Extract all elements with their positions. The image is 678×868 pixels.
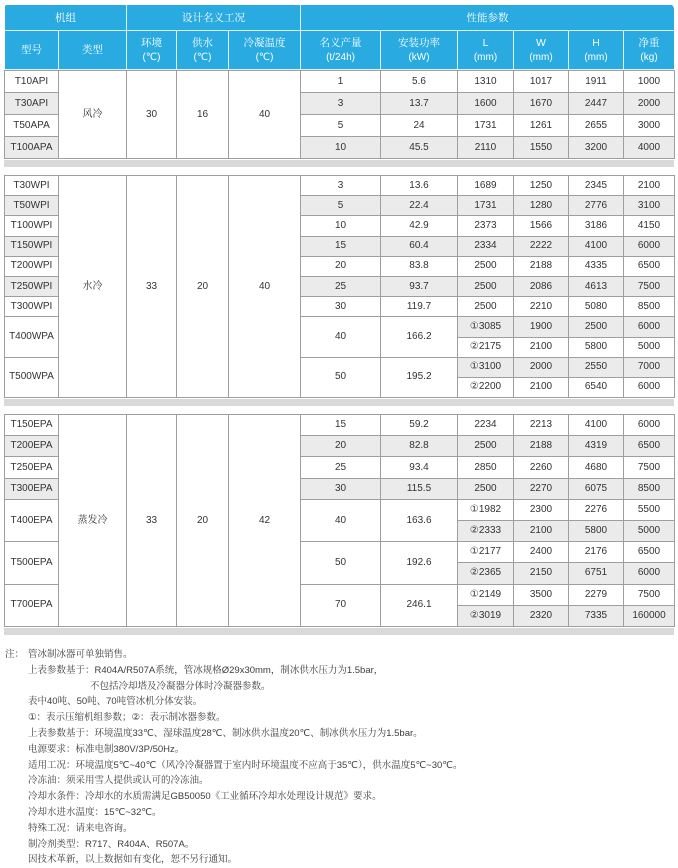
capacity-cell: 1 xyxy=(301,71,381,93)
power-cell: 60.4 xyxy=(381,236,458,256)
length-cell: ②2333 xyxy=(458,521,514,542)
spec-table-header xyxy=(4,4,674,70)
model-cell: T300EPA xyxy=(5,478,59,499)
block-water-cooled xyxy=(4,175,675,398)
col-condensing-label: 冷凝温度 xyxy=(243,36,286,49)
length-cell: 1731 xyxy=(458,196,514,216)
table-row xyxy=(5,415,675,436)
ambient-temp-cell: 33 xyxy=(127,176,177,398)
width-cell: 1017 xyxy=(514,71,569,93)
length-cell: 2373 xyxy=(458,216,514,236)
model-cell: T50APA xyxy=(5,115,59,137)
weight-cell: 6000 xyxy=(624,415,675,436)
length-cell: 2500 xyxy=(458,436,514,457)
capacity-cell: 5 xyxy=(301,196,381,216)
supply-water-temp-cell: 20 xyxy=(177,176,229,398)
height-cell: 2176 xyxy=(569,542,624,563)
height-cell: 2500 xyxy=(569,317,624,337)
col-supply-label: 供水 xyxy=(192,36,213,49)
height-cell: 6075 xyxy=(569,478,624,499)
col-capacity-label: 名义产量 xyxy=(319,36,362,49)
model-cell: T300WPI xyxy=(5,297,59,317)
width-cell: 2100 xyxy=(514,521,569,542)
weight-cell: 6000 xyxy=(624,377,675,397)
power-cell: 13.6 xyxy=(381,176,458,196)
capacity-cell: 10 xyxy=(301,216,381,236)
note-line: ①：表示压缩机组参数；②：表示制冰器参数。 xyxy=(28,712,226,724)
capacity-cell: 10 xyxy=(301,137,381,159)
power-cell: 246.1 xyxy=(381,584,458,626)
group-unit-header: 机组 xyxy=(5,5,127,31)
col-height-label: H xyxy=(592,36,600,49)
width-cell: 2270 xyxy=(514,478,569,499)
height-cell: 2776 xyxy=(569,196,624,216)
model-cell: T200WPI xyxy=(5,256,59,276)
width-cell: 1670 xyxy=(514,93,569,115)
col-model-header xyxy=(5,31,59,70)
note-line: 电源要求：标准电制380V/3P/50Hz。 xyxy=(28,743,185,755)
height-cell: 2345 xyxy=(569,176,624,196)
weight-cell: 1000 xyxy=(624,71,675,93)
height-cell: 6751 xyxy=(569,563,624,584)
capacity-cell: 5 xyxy=(301,115,381,137)
power-cell: 93.7 xyxy=(381,276,458,296)
width-cell: 2100 xyxy=(514,377,569,397)
note-line: 因技术革新，以上数据如有变化，恕不另行通知。 xyxy=(28,854,238,866)
col-ambient-header xyxy=(127,31,177,70)
note-line: 冷冻油：须采用雪人提供或认可的冷冻油。 xyxy=(28,775,209,787)
weight-cell: 7000 xyxy=(624,357,675,377)
length-cell: 1310 xyxy=(458,71,514,93)
table-body-blocks xyxy=(4,70,674,635)
weight-cell: 4150 xyxy=(624,216,675,236)
length-cell: 2850 xyxy=(458,457,514,478)
col-capacity-unit: (t/24h) xyxy=(326,51,355,63)
col-height-header xyxy=(569,31,624,70)
weight-cell: 160000 xyxy=(624,605,675,626)
col-supply-unit: (℃) xyxy=(193,51,212,63)
width-cell: 1900 xyxy=(514,317,569,337)
col-supply-header xyxy=(177,31,229,70)
weight-cell: 2100 xyxy=(624,176,675,196)
col-width-header xyxy=(514,31,569,70)
height-cell: 4100 xyxy=(569,415,624,436)
weight-cell: 7500 xyxy=(624,457,675,478)
model-cell: T100WPI xyxy=(5,216,59,236)
capacity-cell: 40 xyxy=(301,499,381,541)
table-row xyxy=(5,176,675,196)
width-cell: 2188 xyxy=(514,256,569,276)
cooling-type-cell: 水冷 xyxy=(59,176,127,398)
width-cell: 1280 xyxy=(514,196,569,216)
col-type-header xyxy=(59,31,127,70)
weight-cell: 5000 xyxy=(624,337,675,357)
col-model-label: 型号 xyxy=(21,43,42,56)
weight-cell: 5000 xyxy=(624,521,675,542)
length-cell: 2334 xyxy=(458,236,514,256)
model-cell: T30API xyxy=(5,93,59,115)
block-gap xyxy=(4,406,674,414)
power-cell: 93.4 xyxy=(381,457,458,478)
height-cell: 2655 xyxy=(569,115,624,137)
height-cell: 4335 xyxy=(569,256,624,276)
width-cell: 1261 xyxy=(514,115,569,137)
supply-water-temp-cell: 20 xyxy=(177,415,229,627)
width-cell: 2213 xyxy=(514,415,569,436)
capacity-cell: 3 xyxy=(301,93,381,115)
length-cell: 1600 xyxy=(458,93,514,115)
model-cell: T250EPA xyxy=(5,457,59,478)
weight-cell: 8500 xyxy=(624,478,675,499)
length-cell: ②2200 xyxy=(458,377,514,397)
weight-cell: 6000 xyxy=(624,236,675,256)
model-cell: T400WPA xyxy=(5,317,59,357)
model-cell: T50WPI xyxy=(5,196,59,216)
note-line: 适用工况：环境温度5℃~40℃（风冷冷凝器置于室内时环境温度不应高于35℃），供水温度5℃~30℃。 xyxy=(28,759,463,771)
col-power-unit: (kW) xyxy=(408,51,430,63)
table-row xyxy=(5,71,675,93)
power-cell: 166.2 xyxy=(381,317,458,357)
height-cell: 7335 xyxy=(569,605,624,626)
model-cell: T150EPA xyxy=(5,415,59,436)
weight-cell: 6500 xyxy=(624,256,675,276)
power-cell: 42.9 xyxy=(381,216,458,236)
power-cell: 192.6 xyxy=(381,542,458,584)
condensing-temp-cell: 40 xyxy=(229,176,301,398)
col-type-label: 类型 xyxy=(82,43,103,56)
cooling-type-cell: 蒸发冷 xyxy=(59,415,127,627)
col-ambient-label: 环境 xyxy=(141,36,162,49)
height-cell: 5800 xyxy=(569,337,624,357)
supply-water-temp-cell: 16 xyxy=(177,71,229,159)
notes-label: 注： xyxy=(5,648,25,660)
col-height-unit: (mm) xyxy=(584,51,608,63)
capacity-cell: 70 xyxy=(301,584,381,626)
col-weight-label: 净重 xyxy=(638,36,660,49)
capacity-cell: 3 xyxy=(301,176,381,196)
height-cell: 4100 xyxy=(569,236,624,256)
width-cell: 2222 xyxy=(514,236,569,256)
col-length-unit: (mm) xyxy=(473,51,498,63)
ambient-temp-cell: 33 xyxy=(127,415,177,627)
header-columns-row xyxy=(5,31,675,70)
col-power-label: 安装功率 xyxy=(398,36,441,49)
width-cell: 2000 xyxy=(514,357,569,377)
ambient-temp-cell: 30 xyxy=(127,71,177,159)
length-cell: ②3019 xyxy=(458,605,514,626)
block-bottom-band xyxy=(4,628,674,635)
col-width-label: W xyxy=(536,36,546,49)
power-cell: 13.7 xyxy=(381,93,458,115)
col-condensing-unit: (℃) xyxy=(255,51,274,63)
height-cell: 2550 xyxy=(569,357,624,377)
weight-cell: 2000 xyxy=(624,93,675,115)
col-width-unit: (mm) xyxy=(529,51,553,63)
model-cell: T500WPA xyxy=(5,357,59,397)
height-cell: 2279 xyxy=(569,584,624,605)
model-cell: T700EPA xyxy=(5,584,59,626)
weight-cell: 5500 xyxy=(624,499,675,520)
width-cell: 2086 xyxy=(514,276,569,296)
weight-cell: 6000 xyxy=(624,563,675,584)
width-cell: 1550 xyxy=(514,137,569,159)
note-line: 表中40吨、50吨、70吨管冰机分体安装。 xyxy=(28,696,203,708)
length-cell: 2500 xyxy=(458,297,514,317)
height-cell: 5800 xyxy=(569,521,624,542)
width-cell: 2400 xyxy=(514,542,569,563)
weight-cell: 3100 xyxy=(624,196,675,216)
power-cell: 59.2 xyxy=(381,415,458,436)
weight-cell: 6500 xyxy=(624,436,675,457)
header-group-row xyxy=(5,5,675,31)
length-cell: ①1982 xyxy=(458,499,514,520)
weight-cell: 8500 xyxy=(624,297,675,317)
capacity-cell: 50 xyxy=(301,357,381,397)
height-cell: 6540 xyxy=(569,377,624,397)
cooling-type-cell: 风冷 xyxy=(59,71,127,159)
capacity-cell: 15 xyxy=(301,415,381,436)
group-performance-header: 性能参数 xyxy=(301,5,674,31)
model-cell: T30WPI xyxy=(5,176,59,196)
model-cell: T400EPA xyxy=(5,499,59,541)
length-cell: ②2175 xyxy=(458,337,514,357)
height-cell: 2276 xyxy=(569,499,624,520)
block-bottom-band xyxy=(4,399,674,406)
power-cell: 5.6 xyxy=(381,71,458,93)
height-cell: 2447 xyxy=(569,93,624,115)
width-cell: 3500 xyxy=(514,584,569,605)
model-cell: T200EPA xyxy=(5,436,59,457)
length-cell: 1689 xyxy=(458,176,514,196)
model-cell: T10API xyxy=(5,71,59,93)
col-power-header xyxy=(381,31,458,70)
capacity-cell: 30 xyxy=(301,478,381,499)
length-cell: 2500 xyxy=(458,256,514,276)
col-weight-header xyxy=(624,31,674,70)
length-cell: 2500 xyxy=(458,478,514,499)
length-cell: ①2177 xyxy=(458,542,514,563)
power-cell: 82.8 xyxy=(381,436,458,457)
power-cell: 195.2 xyxy=(381,357,458,397)
weight-cell: 7500 xyxy=(624,584,675,605)
weight-cell: 4000 xyxy=(624,137,675,159)
weight-cell: 7500 xyxy=(624,276,675,296)
col-ambient-unit: (℃) xyxy=(142,51,161,63)
col-condensing-header xyxy=(229,31,301,70)
length-cell: 2500 xyxy=(458,276,514,296)
power-cell: 83.8 xyxy=(381,256,458,276)
length-cell: 2234 xyxy=(458,415,514,436)
length-cell: ②2365 xyxy=(458,563,514,584)
note-line: 特殊工况：请来电咨询。 xyxy=(28,822,133,834)
length-cell: ①3100 xyxy=(458,357,514,377)
height-cell: 3200 xyxy=(569,137,624,159)
weight-cell: 6000 xyxy=(624,317,675,337)
length-cell: ①3085 xyxy=(458,317,514,337)
length-cell: ①2149 xyxy=(458,584,514,605)
note-line: 冷却水条件：冷却水的水质需满足GB50050《工业循环冷却水处理设计规范》要求。 xyxy=(28,791,382,803)
note-line: 不包括冷却塔及冷凝器分体时冷凝器参数。 xyxy=(90,680,271,692)
condensing-temp-cell: 42 xyxy=(229,415,301,627)
capacity-cell: 40 xyxy=(301,317,381,357)
height-cell: 5080 xyxy=(569,297,624,317)
capacity-cell: 30 xyxy=(301,297,381,317)
width-cell: 2210 xyxy=(514,297,569,317)
model-cell: T500EPA xyxy=(5,542,59,584)
height-cell: 1911 xyxy=(569,71,624,93)
power-cell: 45.5 xyxy=(381,137,458,159)
block-evaporative-cooled xyxy=(4,414,675,627)
height-cell: 4680 xyxy=(569,457,624,478)
width-cell: 2320 xyxy=(514,605,569,626)
group-design-conditions-header: 设计名义工况 xyxy=(127,5,301,31)
width-cell: 1566 xyxy=(514,216,569,236)
power-cell: 22.4 xyxy=(381,196,458,216)
note-line: 上表参数基于：环境温度33℃、湿球温度28℃、制冰供水温度20℃、制冰供水压力为1.5bar。 xyxy=(28,727,423,739)
col-weight-unit: (kg) xyxy=(640,51,658,63)
width-cell: 2300 xyxy=(514,499,569,520)
model-cell: T150WPI xyxy=(5,236,59,256)
width-cell: 1250 xyxy=(514,176,569,196)
note-line: 上表参数基于：R404A/R507A系统，管冰规格Ø29x30mm，制冰供水压力为1.5bar， xyxy=(28,664,384,676)
note-line: 冷却水进水温度：15℃~32℃。 xyxy=(28,806,162,818)
model-cell: T250WPI xyxy=(5,276,59,296)
block-gap xyxy=(4,167,674,175)
width-cell: 2150 xyxy=(514,563,569,584)
col-length-label: L xyxy=(482,36,489,49)
model-cell: T100APA xyxy=(5,137,59,159)
block-bottom-band xyxy=(4,160,674,167)
col-length-header xyxy=(458,31,514,70)
note-line: 管冰制冰器可单独销售。 xyxy=(28,648,133,660)
note-line: 制冷剂类型：R717、R404A、R507A。 xyxy=(28,838,195,850)
capacity-cell: 15 xyxy=(301,236,381,256)
capacity-cell: 20 xyxy=(301,436,381,457)
power-cell: 24 xyxy=(381,115,458,137)
length-cell: 2110 xyxy=(458,137,514,159)
length-cell: 1731 xyxy=(458,115,514,137)
condensing-temp-cell: 40 xyxy=(229,71,301,159)
height-cell: 4319 xyxy=(569,436,624,457)
width-cell: 2188 xyxy=(514,436,569,457)
width-cell: 2260 xyxy=(514,457,569,478)
notes-section xyxy=(4,647,674,868)
table-header-container xyxy=(4,4,674,70)
notes-lines xyxy=(4,647,674,868)
col-capacity-header xyxy=(301,31,381,70)
capacity-cell: 20 xyxy=(301,256,381,276)
power-cell: 119.7 xyxy=(381,297,458,317)
weight-cell: 3000 xyxy=(624,115,675,137)
power-cell: 115.5 xyxy=(381,478,458,499)
capacity-cell: 25 xyxy=(301,276,381,296)
weight-cell: 6500 xyxy=(624,542,675,563)
width-cell: 2100 xyxy=(514,337,569,357)
capacity-cell: 50 xyxy=(301,542,381,584)
capacity-cell: 25 xyxy=(301,457,381,478)
block-air-cooled xyxy=(4,70,675,159)
height-cell: 3186 xyxy=(569,216,624,236)
height-cell: 4613 xyxy=(569,276,624,296)
power-cell: 163.6 xyxy=(381,499,458,541)
